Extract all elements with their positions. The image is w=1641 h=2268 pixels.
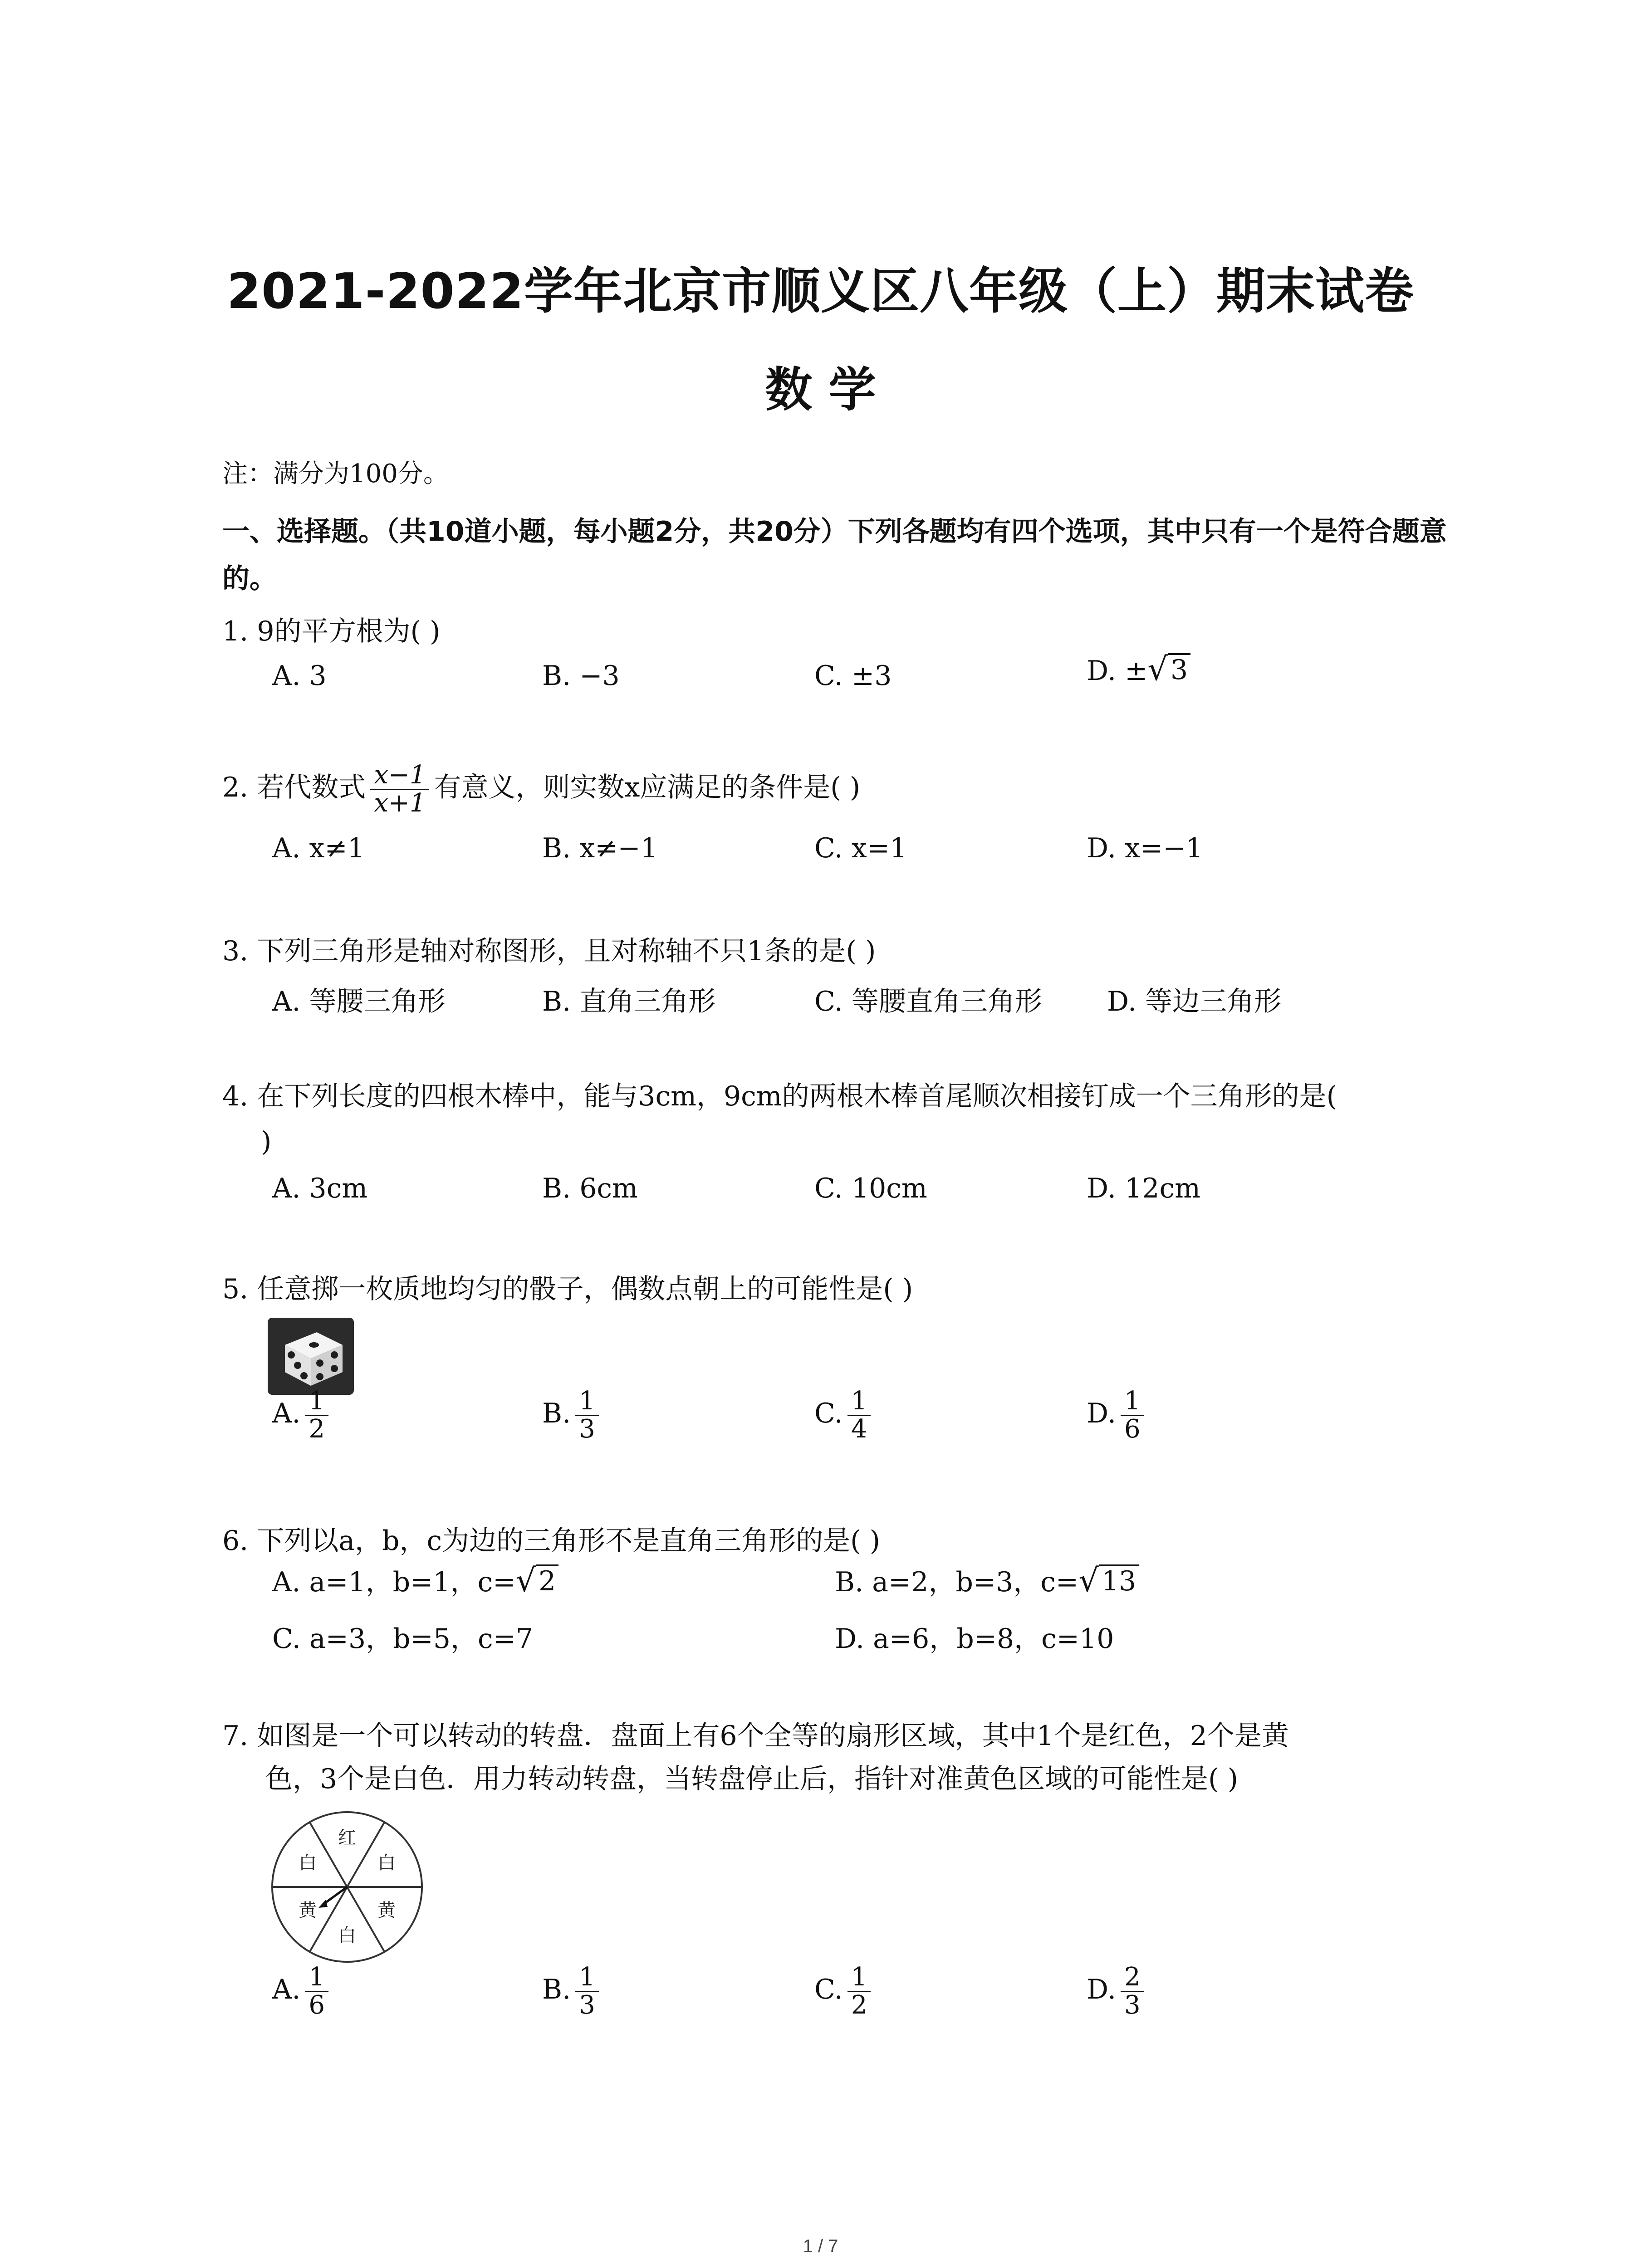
- q2-option-a: A. x≠1: [272, 832, 365, 864]
- frac-num: 1: [575, 1964, 599, 1992]
- q7-option-b: [542, 1964, 603, 2019]
- q7-a-label: A.: [272, 1973, 301, 2005]
- q1-option-b: B. −3: [542, 660, 620, 692]
- spinner-wheel: [268, 1808, 426, 1966]
- q7-option-a: [272, 1964, 333, 2019]
- section-heading: 一、选择题。（共10道小题，每小题2分，共20分）下列各题均有四个选项，其中只有一个是符合题意的。: [222, 516, 1447, 595]
- q5-a-fraction: [305, 1388, 328, 1443]
- q5-c-fraction: [847, 1388, 871, 1443]
- q2-frac-num: x−1: [370, 762, 429, 790]
- q4-option-a: A. 3cm: [272, 1173, 368, 1204]
- q6-a-radicand: 2: [536, 1564, 558, 1596]
- dice-image: [268, 1318, 354, 1395]
- question-2-stem: [222, 762, 860, 817]
- question-3-stem: 3. 下列三角形是轴对称图形，且对称轴不只1条的是( ): [222, 935, 876, 967]
- sector-label-red: 红: [338, 1828, 356, 1848]
- q7-option-d: [1087, 1964, 1149, 2019]
- page-subtitle: 数 学: [765, 362, 876, 417]
- q3-option-a: A. 等腰三角形: [272, 986, 446, 1017]
- q7-d-label: D.: [1087, 1973, 1117, 2005]
- question-6-stem: 6. 下列以a，b，c为边的三角形不是直角三角形的是( ): [222, 1525, 880, 1557]
- q7-a-fraction: [305, 1964, 328, 2019]
- question-4-stem-line1: 4. 在下列长度的四根木棒中，能与3cm，9cm的两根木棒首尾顺次相接钉成一个三角形的是(: [222, 1080, 1337, 1112]
- q2-option-d: D. x=−1: [1087, 832, 1203, 864]
- q2-stem-post: 有意义，则实数x应满足的条件是( ): [434, 771, 861, 803]
- q5-d-fraction: [1121, 1388, 1144, 1443]
- frac-num: 1: [847, 1388, 871, 1416]
- frac-num: 1: [847, 1964, 871, 1992]
- page-number: 1 / 7: [803, 2236, 838, 2256]
- frac-den: 4: [851, 1414, 867, 1444]
- q7-c-fraction: [847, 1964, 871, 2019]
- frac-num: 2: [1121, 1964, 1144, 1992]
- q6-option-b: [835, 1560, 1139, 1599]
- q5-option-a: [272, 1388, 333, 1443]
- frac-num: 1: [575, 1388, 599, 1416]
- q5-option-d: [1087, 1388, 1149, 1443]
- q7-option-c: [814, 1964, 875, 2019]
- q1-option-d-label: D. ±: [1087, 655, 1148, 687]
- question-5-stem: 5. 任意掷一枚质地均匀的骰子，偶数点朝上的可能性是( ): [222, 1273, 913, 1305]
- sqrt-symbol: √ 2: [515, 1564, 558, 1596]
- sector-label-yellow-1: 黄: [377, 1900, 396, 1921]
- sector-label-yellow-2: 黄: [299, 1900, 317, 1921]
- q5-b-fraction: [575, 1388, 599, 1443]
- q2-fraction: [370, 762, 429, 817]
- sqrt-symbol: √ 3: [1147, 653, 1190, 685]
- q1-d-radicand: 3: [1168, 653, 1190, 685]
- question-7-stem-line1: 7. 如图是一个可以转动的转盘．盘面上有6个全等的扇形区域，其中1个是红色，2个是黄: [222, 1720, 1289, 1752]
- q7-c-label: C.: [814, 1973, 843, 2005]
- q5-b-label: B.: [542, 1397, 571, 1429]
- q6-option-a: [272, 1560, 558, 1599]
- q1-option-a: A. 3: [272, 660, 327, 692]
- q3-option-b: B. 直角三角形: [542, 986, 716, 1017]
- q2-frac-den: x+1: [374, 788, 426, 818]
- q7-b-fraction: [575, 1964, 599, 2019]
- q4-option-d: D. 12cm: [1087, 1173, 1200, 1204]
- frac-den: 6: [1124, 1414, 1141, 1444]
- frac-den: 6: [309, 1990, 325, 2020]
- q6-option-c: C. a=3，b=5，c=7: [272, 1623, 534, 1655]
- q4-option-b: B. 6cm: [542, 1173, 638, 1204]
- q5-a-label: A.: [272, 1397, 301, 1429]
- q6-option-d: D. a=6，b=8，c=10: [835, 1623, 1114, 1655]
- q6-a-label: A. a=1，b=1，c=: [272, 1566, 516, 1598]
- frac-den: 3: [1124, 1990, 1141, 2020]
- q2-stem-pre: 2. 若代数式: [222, 771, 366, 803]
- page-title: 2021-2022学年北京市顺义区八年级（上）期末试卷: [227, 263, 1414, 320]
- frac-den: 2: [309, 1414, 325, 1444]
- q3-option-c: C. 等腰直角三角形: [814, 986, 1042, 1017]
- frac-num: 1: [305, 1388, 328, 1416]
- q1-option-d: [1087, 650, 1190, 688]
- sector-label-white-2: 白: [338, 1925, 356, 1946]
- q7-b-label: B.: [542, 1973, 571, 2005]
- q2-option-c: C. x=1: [814, 832, 907, 864]
- question-4-stem-line2: ): [261, 1126, 272, 1158]
- q6-b-radicand: 13: [1099, 1564, 1139, 1596]
- q3-option-d: D. 等边三角形: [1107, 986, 1282, 1017]
- score-note: 注：满分为100分。: [222, 459, 449, 489]
- frac-num: 1: [1121, 1388, 1144, 1416]
- sector-label-white-3: 白: [299, 1853, 317, 1873]
- q5-option-b: [542, 1388, 603, 1443]
- q6-b-label: B. a=2，b=3，c=: [835, 1566, 1079, 1598]
- q7-d-fraction: [1121, 1964, 1144, 2019]
- question-7-stem-line2: 色，3个是白色．用力转动转盘，当转盘停止后，指针对准黄色区域的可能性是( ): [265, 1763, 1239, 1795]
- frac-num: 1: [305, 1964, 328, 1992]
- q4-option-c: C. 10cm: [814, 1173, 927, 1204]
- q5-c-label: C.: [814, 1397, 843, 1429]
- frac-den: 3: [579, 1990, 595, 2020]
- frac-den: 2: [851, 1990, 867, 2020]
- sqrt-symbol: √ 13: [1078, 1564, 1139, 1596]
- q1-option-c: C. ±3: [814, 660, 892, 692]
- sector-label-white-1: 白: [377, 1853, 396, 1873]
- q5-d-label: D.: [1087, 1397, 1117, 1429]
- frac-den: 3: [579, 1414, 595, 1444]
- question-1-stem: 1. 9的平方根为( ): [222, 616, 441, 647]
- q5-option-c: [814, 1388, 875, 1443]
- q2-option-b: B. x≠−1: [542, 832, 658, 864]
